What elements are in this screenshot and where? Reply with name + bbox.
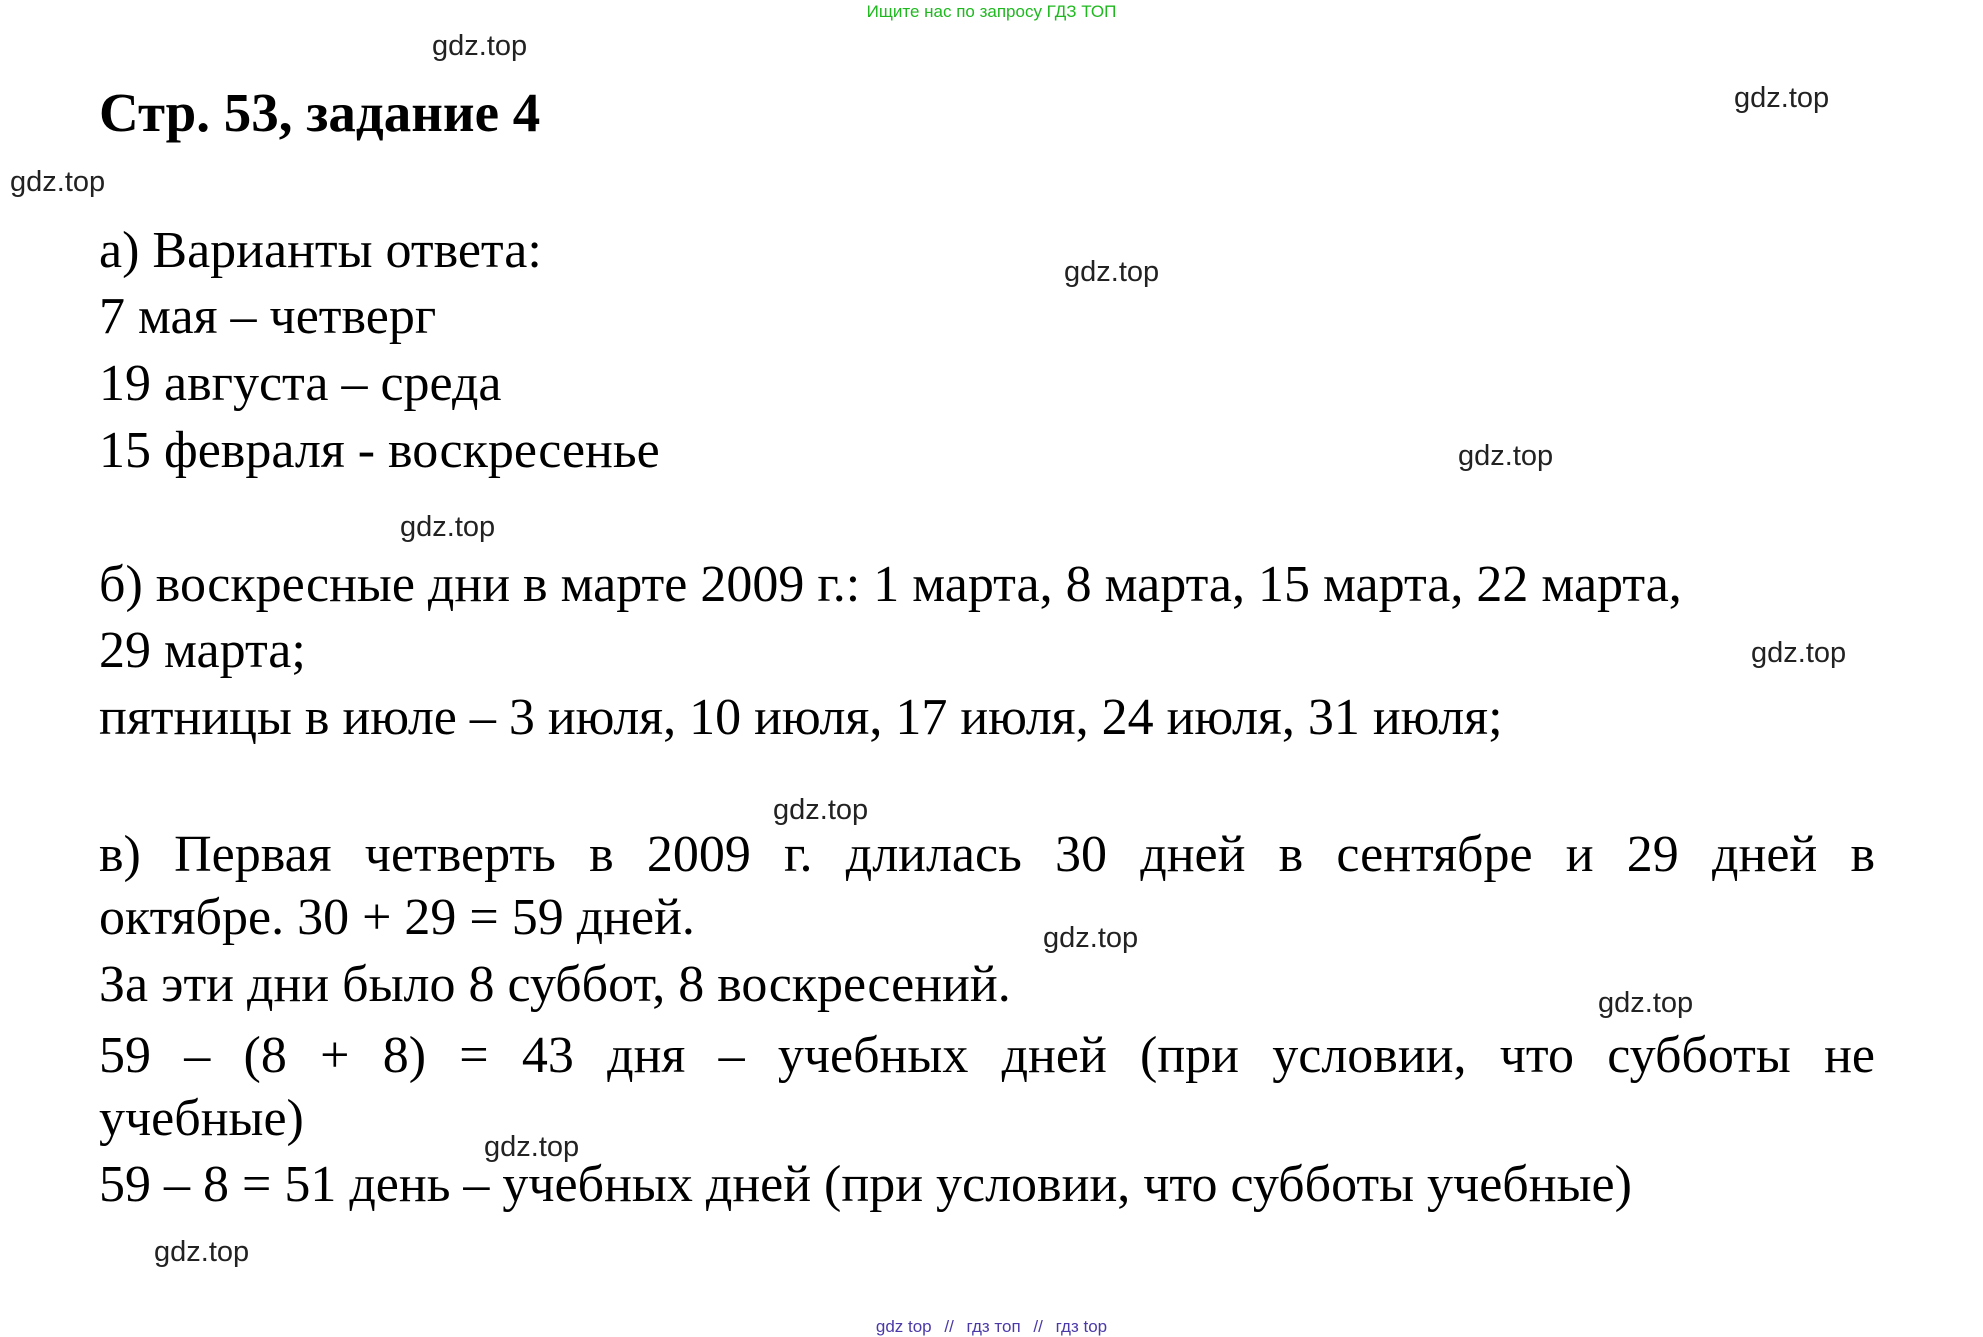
part-b-line: б) воскресные дни в марте 2009 г.: 1 марта, 8 марта, 15 марта, 22 марта,: [99, 556, 1682, 613]
footer-link[interactable]: гдз топ: [966, 1317, 1021, 1336]
footer-link[interactable]: gdz top: [875, 1317, 932, 1336]
watermark: gdz.top: [400, 511, 496, 543]
footer-separator: //: [944, 1317, 954, 1336]
part-c-line: учебные): [99, 1090, 304, 1147]
watermark: gdz.top: [154, 1236, 250, 1268]
watermark: gdz.top: [1734, 82, 1830, 114]
watermark: gdz.top: [432, 30, 528, 62]
watermark: gdz.top: [10, 166, 106, 198]
watermark: gdz.top: [1064, 256, 1160, 288]
part-c-line: За эти дни было 8 суббот, 8 воскресений.: [99, 956, 1011, 1013]
part-a-line: 19 августа – среда: [99, 355, 502, 412]
part-a-heading: а) Варианты ответа:: [99, 222, 542, 279]
part-c-line: октябре. 30 + 29 = 59 дней.: [99, 889, 695, 946]
page-title: Стр. 53, задание 4: [99, 82, 541, 143]
footer-link[interactable]: гдз top: [1055, 1317, 1108, 1336]
part-a-line: 7 мая – четверг: [99, 288, 437, 345]
part-c-line: в) Первая четверть в 2009 г. длилась 30 дней в сентябре и 29 дней в: [99, 826, 1875, 883]
watermark: gdz.top: [1458, 440, 1554, 472]
watermark: gdz.top: [1751, 637, 1847, 669]
watermark: gdz.top: [1043, 922, 1139, 954]
part-c-line: 59 – 8 = 51 день – учебных дней (при условии, что субботы учебные): [99, 1156, 1632, 1213]
watermark: gdz.top: [484, 1131, 580, 1163]
part-c-line: 59 – (8 + 8) = 43 дня – учебных дней (при условии, что субботы не: [99, 1027, 1875, 1084]
watermark: gdz.top: [1598, 987, 1694, 1019]
top-banner: Ищите нас по запросу ГДЗ ТОП: [866, 2, 1117, 21]
part-b-line: 29 марта;: [99, 622, 306, 679]
footer-separator: //: [1033, 1317, 1043, 1336]
footer: [0, 1317, 1983, 1337]
watermark: gdz.top: [773, 794, 869, 826]
part-a-line: 15 февраля - воскресенье: [99, 422, 660, 479]
part-b-line: пятницы в июле – 3 июля, 10 июля, 17 июля, 24 июля, 31 июля;: [99, 689, 1503, 746]
